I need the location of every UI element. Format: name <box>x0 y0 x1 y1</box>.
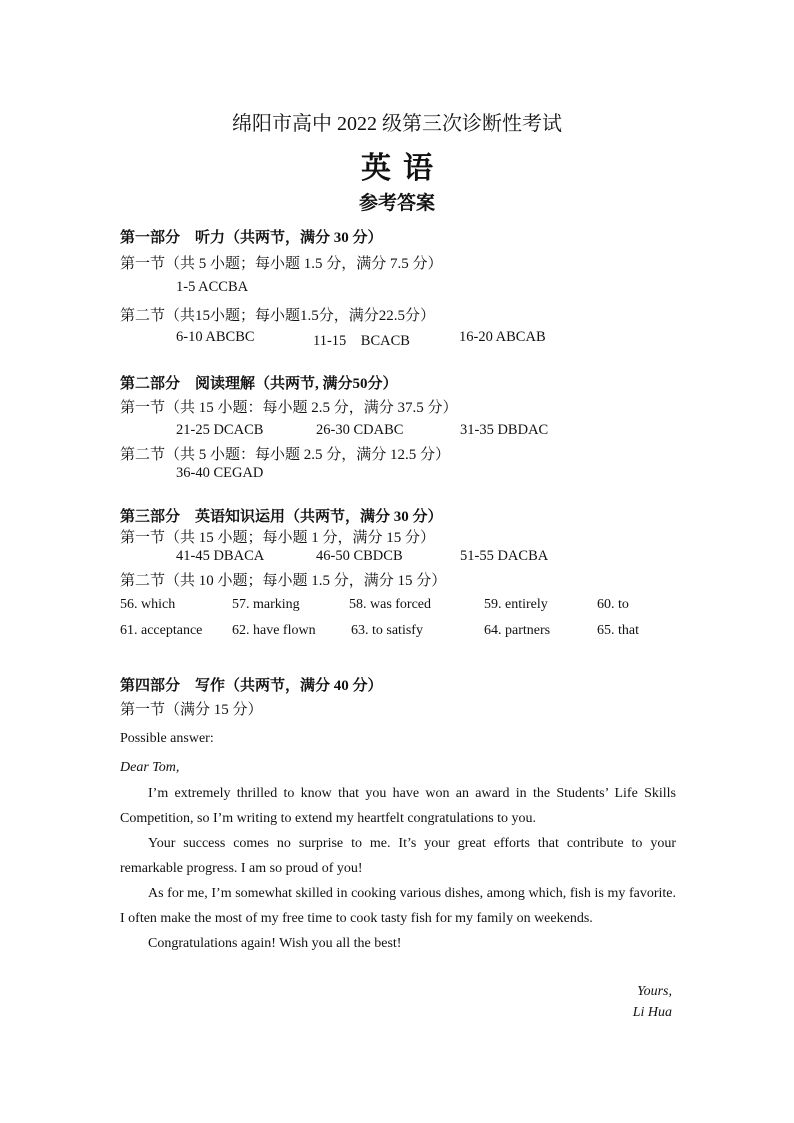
part2-section1-heading: 第一节（共 15 小题：每小题 2.5 分，满分 37.5 分） <box>120 400 458 416</box>
answer-group: 11-15 BCACB <box>313 333 410 349</box>
answer-group: 16-20 ABCAB <box>459 329 546 345</box>
part3-section1-heading: 第一节（共 15 小题；每小题 1 分，满分 15 分） <box>120 530 436 546</box>
part1-section1-heading: 第一节（共 5 小题；每小题 1.5 分，满分 7.5 分） <box>120 256 443 272</box>
answer-cell: 63. to satisfy <box>351 623 423 638</box>
answer-cell: 59. entirely <box>484 597 548 612</box>
letter-signature: Li Hua <box>632 1005 672 1020</box>
answer-cell: 65. that <box>597 623 639 638</box>
part3-heading: 第三部分 英语知识运用（共两节，满分 30 分） <box>120 509 443 525</box>
answer-cell: 61. acceptance <box>120 623 203 638</box>
letter-paragraph: Your success comes no surprise to me. It’s your great efforts that contribute to your remarkable progress. I am so proud of you! <box>120 836 676 876</box>
part2-heading: 第二部分 阅读理解（共两节, 满分50分） <box>120 376 398 392</box>
subject-title: 英语 <box>361 152 445 185</box>
part3-section2-heading: 第二节（共 10 小题；每小题 1.5 分，满分 15 分） <box>120 573 447 589</box>
part1-section2-heading: 第二节（共15小题；每小题1.5分，满分22.5分） <box>120 308 436 324</box>
letter-body <box>120 781 676 956</box>
answer-cell: 60. to <box>597 597 629 612</box>
letter-salutation: Dear Tom, <box>120 760 180 775</box>
answer-cell: 58. was forced <box>349 597 432 612</box>
letter-paragraph: As for me, I’m somewhat skilled in cooking various dishes, among which, fish is my favorite. I often make the most of my free time to cook tasty fish for my family on weekends. <box>120 886 676 926</box>
answer-group: 36-40 CEGAD <box>176 465 264 481</box>
answer-group: 26-30 CDABC <box>316 422 404 438</box>
answer-group: 21-25 DCACB <box>176 422 264 438</box>
answer-cell: 57. marking <box>232 597 300 612</box>
answer-group: 1-5 ACCBA <box>176 279 249 295</box>
letter-paragraph: I’m extremely thrilled to know that you have won an award in the Students’ Life Skills Competition, so I’m writing to extend my heartfelt congratulations to you. <box>120 786 676 826</box>
answer-cell: 56. which <box>120 597 176 612</box>
answer-group: 41-45 DBACA <box>176 548 265 564</box>
possible-answer-label: Possible answer: <box>120 731 214 746</box>
answer-key-subtitle: 参考答案 <box>358 193 435 214</box>
answer-cell: 62. have flown <box>232 623 316 638</box>
part1-heading: 第一部分 听力（共两节，满分 30 分） <box>120 230 383 246</box>
exam-title: 绵阳市高中 2022 级第三次诊断性考试 <box>232 113 562 135</box>
part4-heading: 第四部分 写作（共两节，满分 40 分） <box>120 678 383 694</box>
answer-group: 31-35 DBDAC <box>460 422 549 438</box>
answer-group: 51-55 DACBA <box>460 548 549 564</box>
letter-closing: Yours, <box>637 984 672 999</box>
part4-section1-heading: 第一节（满分 15 分） <box>120 702 263 718</box>
part2-section2-heading: 第二节（共 5 小题：每小题 2.5 分，满分 12.5 分） <box>120 447 451 463</box>
answer-group: 46-50 CBDCB <box>316 548 403 564</box>
letter-paragraph: Congratulations again! Wish you all the best! <box>148 936 402 951</box>
answer-group: 6-10 ABCBC <box>176 329 255 345</box>
answer-cell: 64. partners <box>484 623 551 638</box>
